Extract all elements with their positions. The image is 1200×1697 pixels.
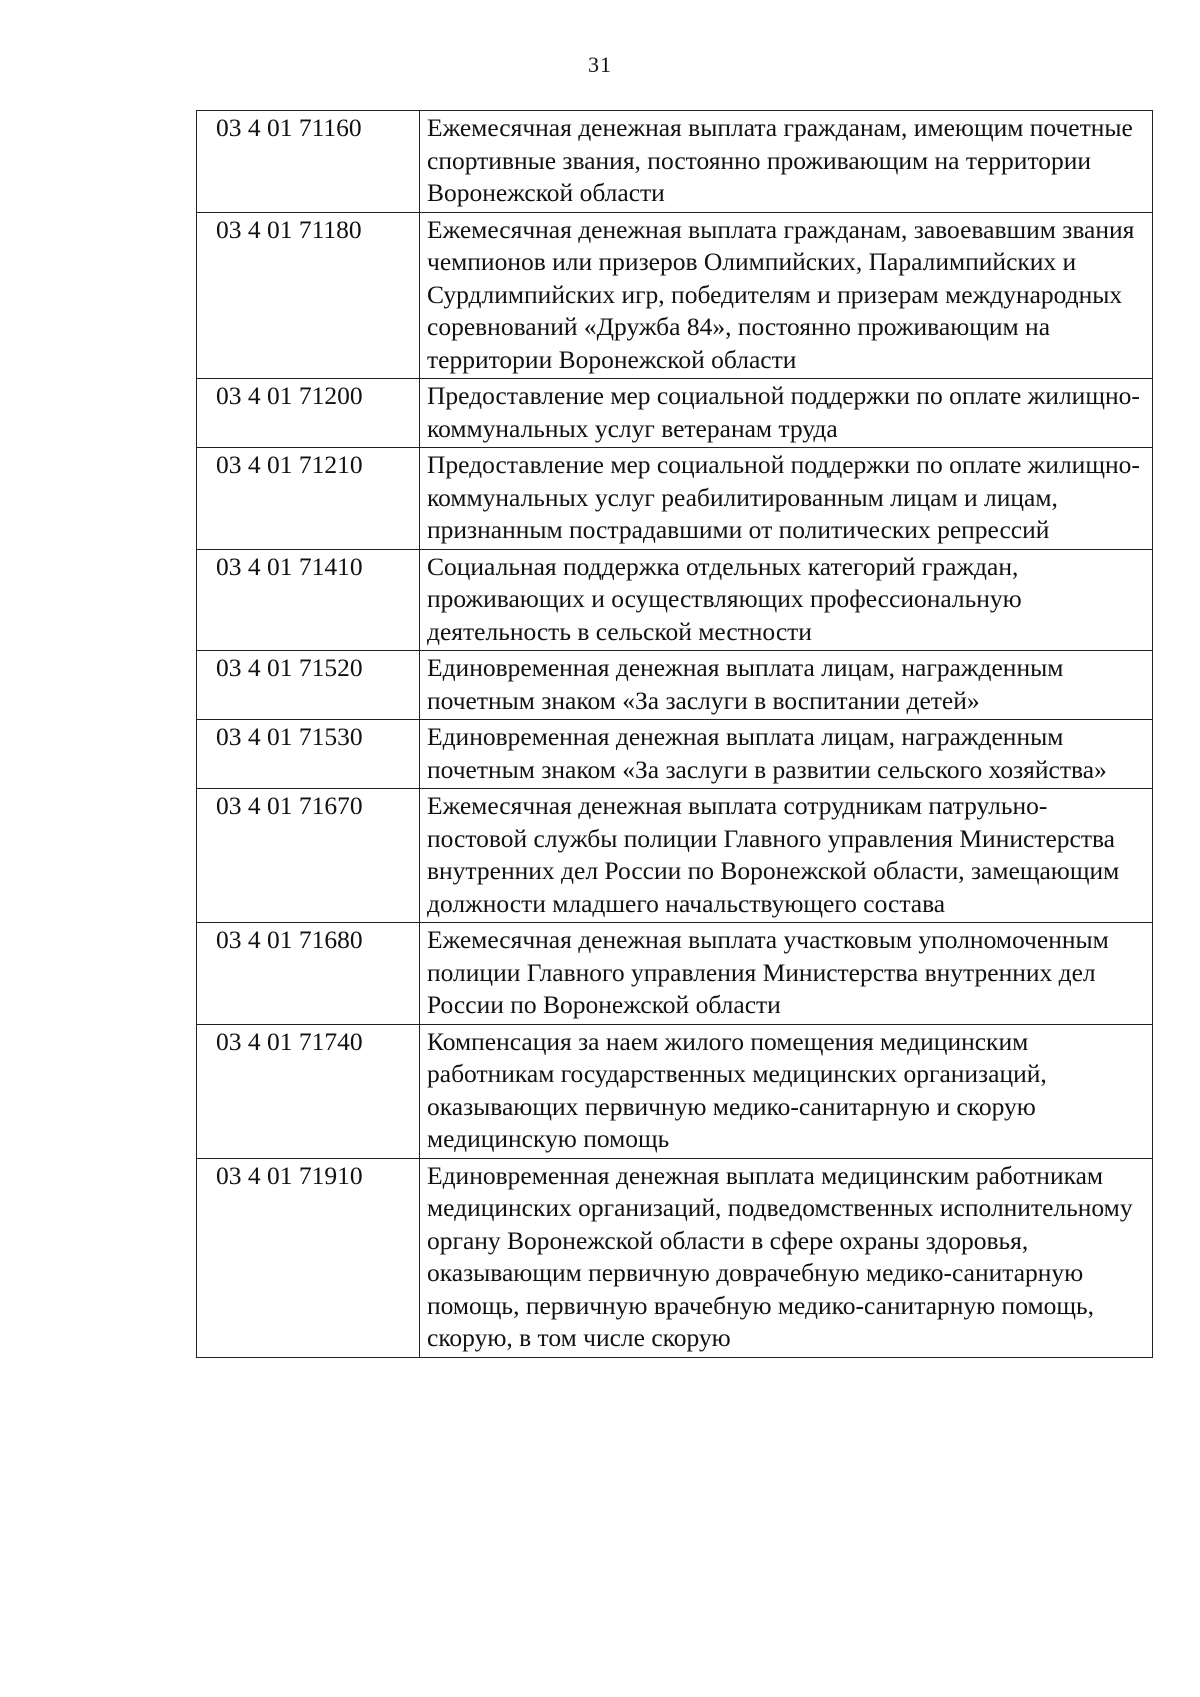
description-cell: Предоставление мер социальной поддержки по оплате жилищно-коммунальных услуг реабилитированным лицам и лицам, признанным пострадавшими от политических репрессий [420, 448, 1153, 550]
budget-code-cell: 03 4 01 71180 [197, 212, 420, 379]
description-cell: Единовременная денежная выплата лицам, награжденным почетным знаком «За заслуги в развитии сельского хозяйства» [420, 720, 1153, 789]
table-row [197, 1158, 1153, 1357]
description-cell: Ежемесячная денежная выплата гражданам, имеющим почетные спортивные звания, постоянно проживающим на территории Воронежской области [420, 111, 1153, 213]
page-number: 31 [588, 52, 612, 77]
table-row [197, 448, 1153, 550]
table-row [197, 212, 1153, 379]
table-row [197, 923, 1153, 1025]
budget-code-cell: 03 4 01 71680 [197, 923, 420, 1025]
description-cell: Ежемесячная денежная выплата сотрудникам патрульно-постовой службы полиции Главного управления Министерства внутренних дел России по Воронежской области, замещающим должности младшего начальствующего состава [420, 789, 1153, 923]
table-row [197, 111, 1153, 213]
budget-code-cell: 03 4 01 71200 [197, 379, 420, 448]
description-cell: Социальная поддержка отдельных категорий граждан, проживающих и осуществляющих профессиональную деятельность в сельской местности [420, 549, 1153, 651]
description-cell: Единовременная денежная выплата медицинским работникам медицинских организаций, подведомственных исполнительному органу Воронежской области в сфере охраны здоровья, оказывающим первичную доврачебную медико-санитарную помощь, первичную врачебную медико-санитарную помощь, скорую, в том числе скорую [420, 1158, 1153, 1357]
description-cell: Ежемесячная денежная выплата гражданам, завоевавшим звания чемпионов или призеров Олимпийских, Паралимпийских и Сурдлимпийских игр, победителям и призерам международных соревнований «Дружба 84», постоянно проживающим на территории Воронежской области [420, 212, 1153, 379]
budget-code-cell: 03 4 01 71520 [197, 651, 420, 720]
table-row [197, 1024, 1153, 1158]
description-cell: Компенсация за наем жилого помещения медицинским работникам государственных медицинских организаций, оказывающих первичную медико-санитарную и скорую медицинскую помощь [420, 1024, 1153, 1158]
table-row [197, 789, 1153, 923]
budget-code-cell: 03 4 01 71530 [197, 720, 420, 789]
budget-code-cell: 03 4 01 71910 [197, 1158, 420, 1357]
description-cell: Единовременная денежная выплата лицам, награжденным почетным знаком «За заслуги в воспитании детей» [420, 651, 1153, 720]
table-row [197, 549, 1153, 651]
table-row [197, 379, 1153, 448]
budget-codes-table [196, 110, 1153, 1358]
table-row [197, 651, 1153, 720]
budget-code-cell: 03 4 01 71210 [197, 448, 420, 550]
table-row [197, 720, 1153, 789]
description-cell: Ежемесячная денежная выплата участковым уполномоченным полиции Главного управления Министерства внутренних дел России по Воронежской области [420, 923, 1153, 1025]
budget-code-cell: 03 4 01 71670 [197, 789, 420, 923]
budget-code-cell: 03 4 01 71160 [197, 111, 420, 213]
description-cell: Предоставление мер социальной поддержки по оплате жилищно-коммунальных услуг ветеранам труда [420, 379, 1153, 448]
budget-code-cell: 03 4 01 71410 [197, 549, 420, 651]
budget-code-cell: 03 4 01 71740 [197, 1024, 420, 1158]
